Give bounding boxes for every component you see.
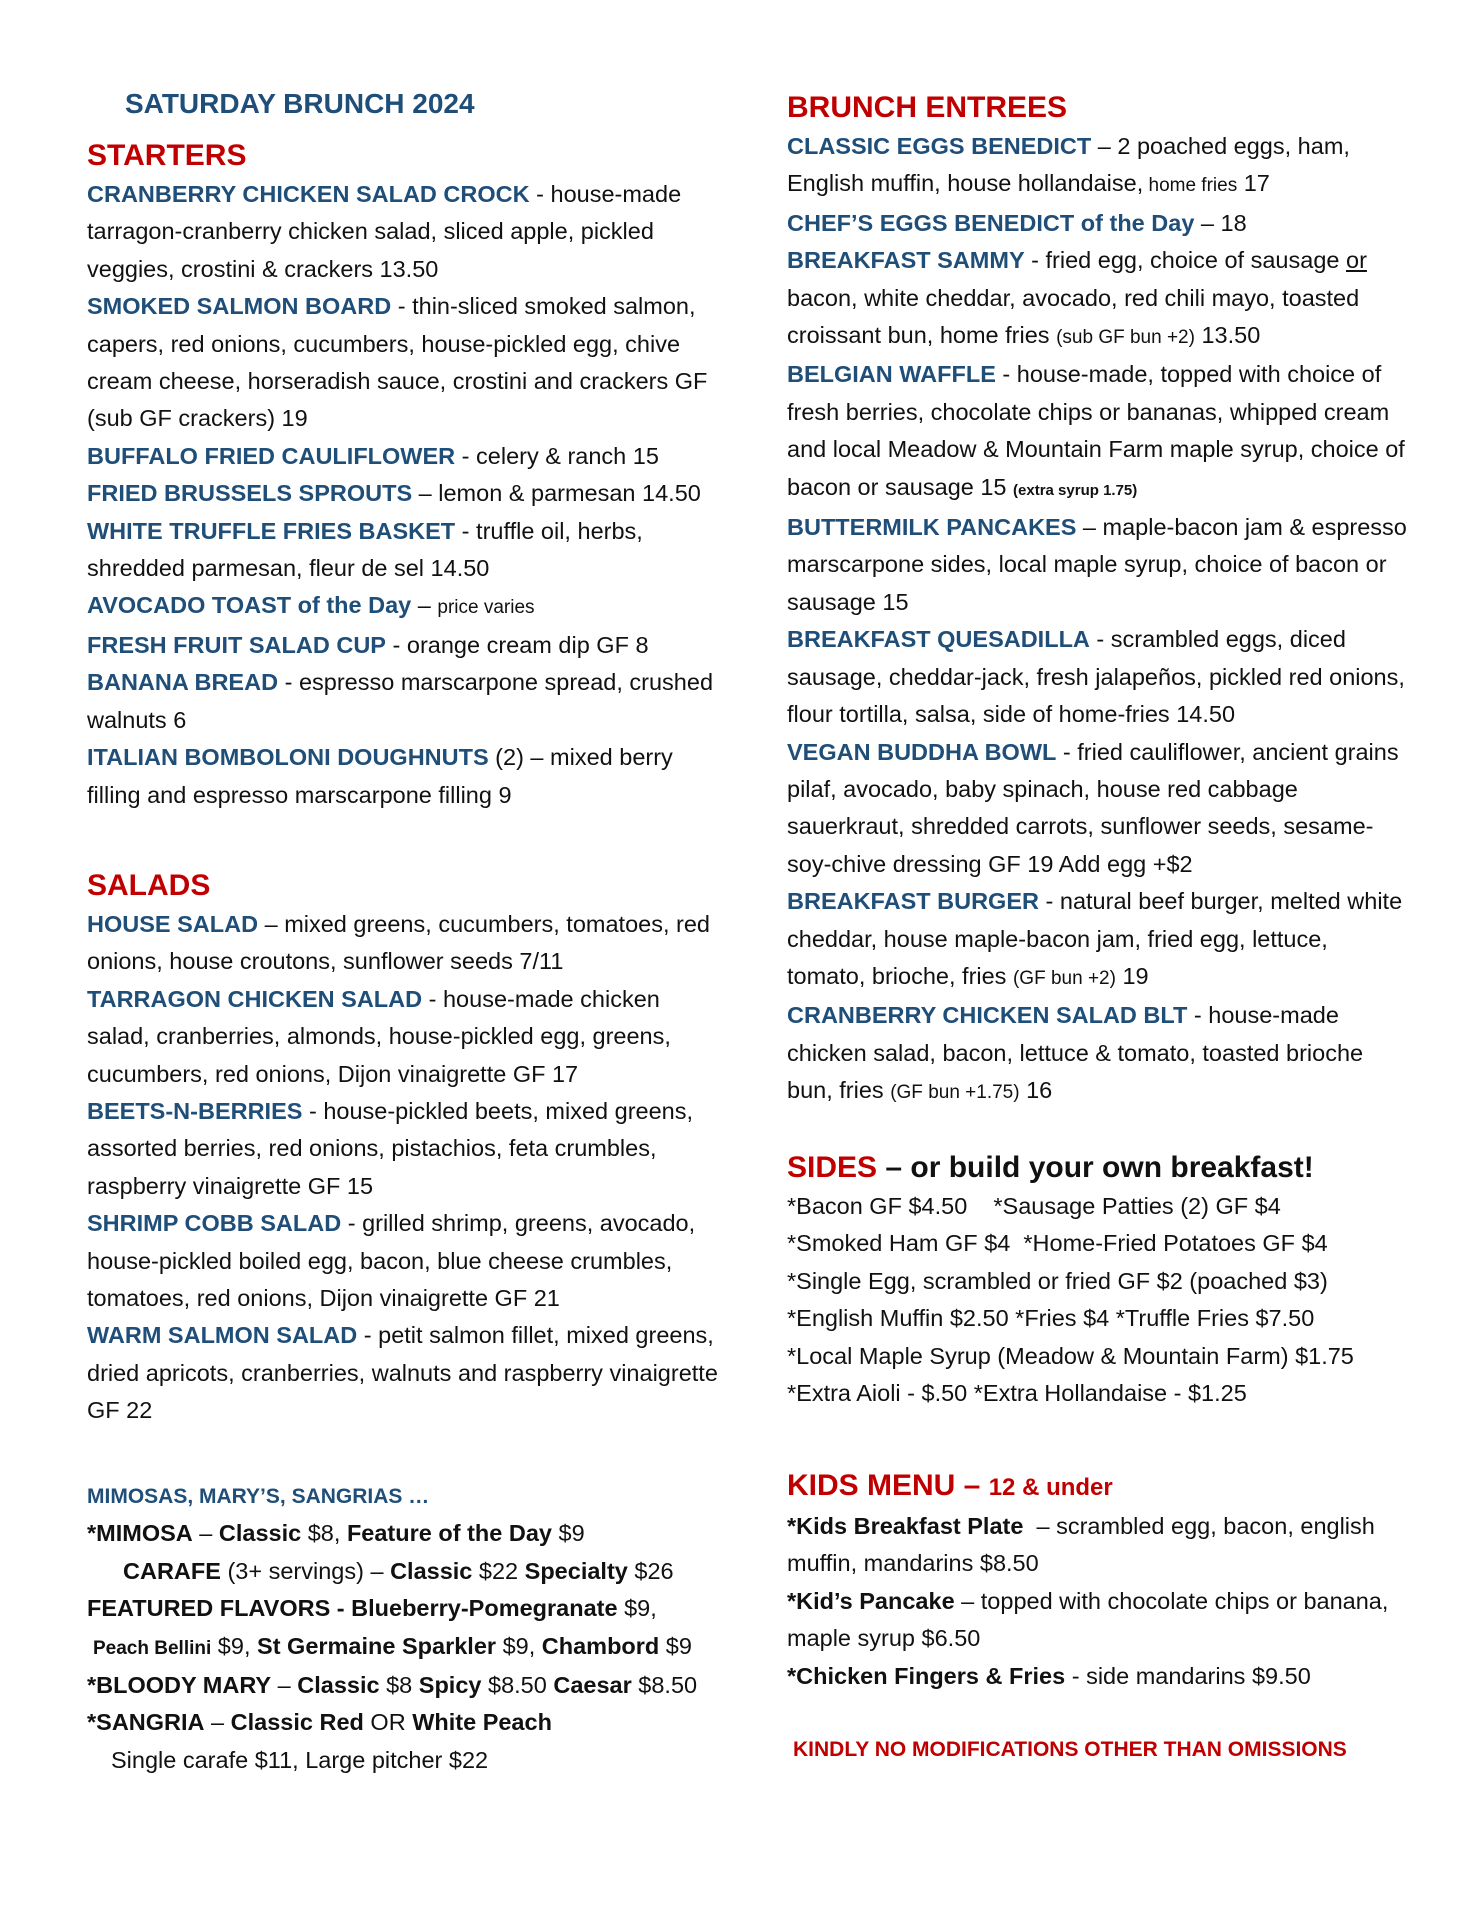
starters-list: [87, 176, 727, 814]
page-title: SATURDAY BRUNCH 2024: [125, 88, 475, 119]
menu-item: CHEF’S EGGS BENEDICT of the Day – 18: [787, 209, 1247, 236]
menu-item: CRANBERRY CHICKEN SALAD CROCK - house-made tarragon-cranberry chicken salad, sliced apple, pickled veggies, crostini & crackers 13.50: [87, 181, 682, 282]
kids-heading: KIDS MENU – 12 & under: [787, 1469, 1113, 1502]
drink-line: FEATURED FLAVORS - Blueberry-Pomegranate $9,: [87, 1595, 657, 1622]
menu-item: SHRIMP COBB SALAD - grilled shrimp, greens, avocado, house-pickled boiled egg, bacon, blue cheese crumbles, tomatoes, red onions, Dijon vinaigrette GF 21: [87, 1210, 696, 1312]
side-line: *Single Egg, scrambled or fried GF $2 (poached $3): [787, 1267, 1328, 1294]
drink-line: *SANGRIA – Classic Red OR White Peach: [87, 1709, 552, 1736]
starters-heading: STARTERS: [87, 139, 247, 172]
sides-section: [787, 1148, 1407, 1412]
kids-item: *Chicken Fingers & Fries - side mandarins $9.50: [787, 1662, 1311, 1689]
kids-item: *Kids Breakfast Plate – scrambled egg, bacon, english muffin, mandarins $8.50: [787, 1513, 1375, 1577]
drinks-section: [87, 1478, 727, 1779]
menu-item: HOUSE SALAD – mixed greens, cucumbers, tomatoes, red onions, house croutons, sunflower seeds 7/11: [87, 911, 710, 975]
menu-item: ITALIAN BOMBOLONI DOUGHNUTS (2) – mixed berry filling and espresso marscarpone filling 9: [87, 744, 673, 808]
salads-heading: SALADS: [87, 869, 211, 902]
kids-section: [787, 1466, 1407, 1695]
menu-item: BREAKFAST BURGER - natural beef burger, melted white cheddar, house maple-bacon jam, fried egg, lettuce, tomato, brioche, fries (GF bun +2) 19: [787, 888, 1403, 989]
menu-item: FRIED BRUSSELS SPROUTS – lemon & parmesan 14.50: [87, 480, 701, 507]
menu-item: TARRAGON CHICKEN SALAD - house-made chicken salad, cranberries, almonds, house-pickled egg, greens, cucumbers, red onions, Dijon vinaigrette GF 17: [87, 985, 671, 1087]
drinks-heading: MIMOSAS, MARY’S, SANGRIAS …: [87, 1485, 430, 1508]
kids-item: *Kid’s Pancake – topped with chocolate chips or banana, maple syrup $6.50: [787, 1587, 1389, 1652]
drink-line: Peach Bellini $9, St Germaine Sparkler $9, Chambord $9: [93, 1632, 692, 1659]
entrees-list: [787, 128, 1407, 1112]
menu-item: CLASSIC EGGS BENEDICT – 2 poached eggs, ham, English muffin, house hollandaise, home fries 17: [787, 133, 1350, 197]
menu-item: VEGAN BUDDHA BOWL - fried cauliflower, ancient grains pilaf, avocado, baby spinach, house red cabbage sauerkraut, shredded carrots, sunflower seeds, sesame-soy-chive dressing GF 19 Add egg +$2: [787, 738, 1399, 877]
menu-item: SMOKED SALMON BOARD - thin-sliced smoked salmon, capers, red onions, cucumbers, house-pickled egg, chive cream cheese, horseradish sauce, crostini and crackers GF (sub GF crackers) 19: [87, 293, 708, 432]
salads-list: [87, 906, 727, 1430]
menu-item: BREAKFAST SAMMY - fried egg, choice of sausage or bacon, white cheddar, avocado, red chili mayo, toasted croissant bun, home fries (sub GF bun +2) 13.50: [787, 247, 1367, 349]
sides-heading: SIDES – or build your own breakfast!: [787, 1151, 1314, 1184]
menu-item: BREAKFAST QUESADILLA - scrambled eggs, diced sausage, cheddar-jack, fresh jalapeños, pickled red onions, flour tortilla, salsa, side of home-fries 14.50: [787, 626, 1405, 728]
side-line: *English Muffin $2.50 *Fries $4 *Truffle Fries $7.50: [787, 1305, 1315, 1332]
menu-item: AVOCADO TOAST of the Day – price varies: [87, 592, 535, 619]
entrees-heading: BRUNCH ENTREES: [787, 91, 1068, 124]
menu-item: BELGIAN WAFFLE - house-made, topped with choice of fresh berries, chocolate chips or bananas, whipped cream and local Meadow & Mountain Farm maple syrup, choice of bacon or sausage 15 (extra syrup 1.75): [787, 361, 1405, 500]
drink-line: *MIMOSA – Classic $8, Feature of the Day $9: [87, 1520, 585, 1547]
menu-item: BUTTERMILK PANCAKES – maple-bacon jam & espresso marscarpone sides, local maple syrup, choice of bacon or sausage 15: [787, 514, 1407, 615]
menu-item: BUFFALO FRIED CAULIFLOWER - celery & ranch 15: [87, 442, 659, 469]
side-line: *Smoked Ham GF $4 *Home-Fried Potatoes GF $4: [787, 1230, 1328, 1257]
side-line: *Extra Aioli - $.50 *Extra Hollandaise - $1.25: [787, 1380, 1247, 1407]
drink-line: Single carafe $11, Large pitcher $22: [111, 1746, 489, 1773]
menu-item: WHITE TRUFFLE FRIES BASKET - truffle oil, herbs, shredded parmesan, fleur de sel 14.50: [87, 517, 643, 582]
menu-item: FRESH FRUIT SALAD CUP - orange cream dip GF 8: [87, 631, 649, 658]
drink-line: *BLOODY MARY – Classic $8 Spicy $8.50 Caesar $8.50: [87, 1672, 698, 1699]
modifications-notice: KINDLY NO MODIFICATIONS OTHER THAN OMISSIONS: [793, 1738, 1347, 1761]
menu-item: WARM SALMON SALAD - petit salmon fillet, mixed greens, dried apricots, cranberries, walnuts and raspberry vinaigrette GF 22: [87, 1322, 718, 1424]
drink-line: CARAFE (3+ servings) – Classic $22 Specialty $26: [123, 1557, 674, 1584]
menu-item: BEETS-N-BERRIES - house-pickled beets, mixed greens, assorted berries, red onions, pistachios, feta crumbles, raspberry vinaigrette GF 15: [87, 1098, 694, 1199]
side-line: *Local Maple Syrup (Meadow & Mountain Farm) $1.75: [787, 1342, 1354, 1369]
side-line: *Bacon GF $4.50 *Sausage Patties (2) GF $4: [787, 1193, 1281, 1219]
menu-item: CRANBERRY CHICKEN SALAD BLT - house-made chicken salad, bacon, lettuce & tomato, toasted brioche bun, fries (GF bun +1.75) 16: [787, 1002, 1364, 1104]
menu-item: BANANA BREAD - espresso marscarpone spread, crushed walnuts 6: [87, 669, 714, 733]
